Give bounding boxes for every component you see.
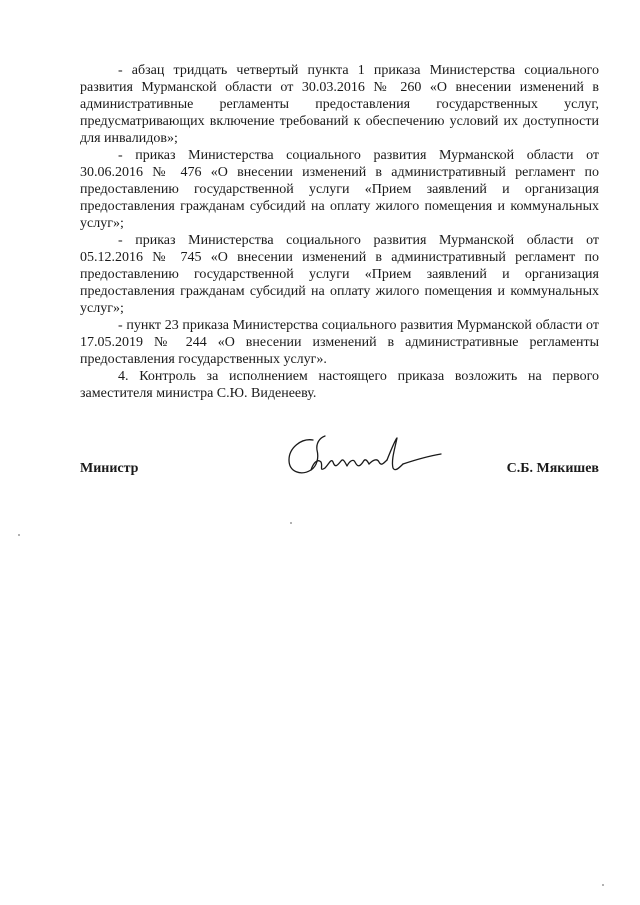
paragraph-item-3: - приказ Министерства социального развития Мурманской области от 05.12.2016 № 745 «О внесении изменений в административный регламент по предоставлению государственной услуги «Прием заявлений и организация предоставления гражданам субсидий на оплату жилого помещения и коммунальных услуг»;	[80, 233, 599, 316]
scan-artifact	[602, 884, 604, 886]
signature-block	[80, 428, 599, 488]
paragraph-control-clause: 4. Контроль за исполнением настоящего приказа возложить на первого заместителя министра С.Ю. Виденееву.	[80, 369, 599, 401]
paragraph-item-1: - абзац тридцать четвертый пункта 1 приказа Министерства социального развития Мурманской области от 30.03.2016 № 260 «О внесении изменений в административные регламенты предоставления государственных услуг, предусматривающих включение требований к обеспечению условий их доступности для инвалидов»;	[80, 63, 599, 146]
scan-artifact	[18, 534, 20, 536]
signatory-position: Министр	[80, 461, 139, 476]
paragraph-item-2: - приказ Министерства социального развития Мурманской области от 30.06.2016 № 476 «О внесении изменений в административный регламент по предоставлению государственной услуги «Прием заявлений и организация предоставления гражданам субсидий на оплату жилого помещения и коммунальных услуг»;	[80, 148, 599, 231]
handwritten-signature	[283, 428, 443, 484]
signatory-name: С.Б. Мякишев	[506, 461, 599, 476]
scan-artifact	[290, 522, 292, 524]
paragraph-item-4: - пункт 23 приказа Министерства социального развития Мурманской области от 17.05.2019 № 244 «О внесении изменений в административные регламенты предоставления государственных услуг».	[80, 318, 599, 367]
document-body	[80, 62, 599, 402]
